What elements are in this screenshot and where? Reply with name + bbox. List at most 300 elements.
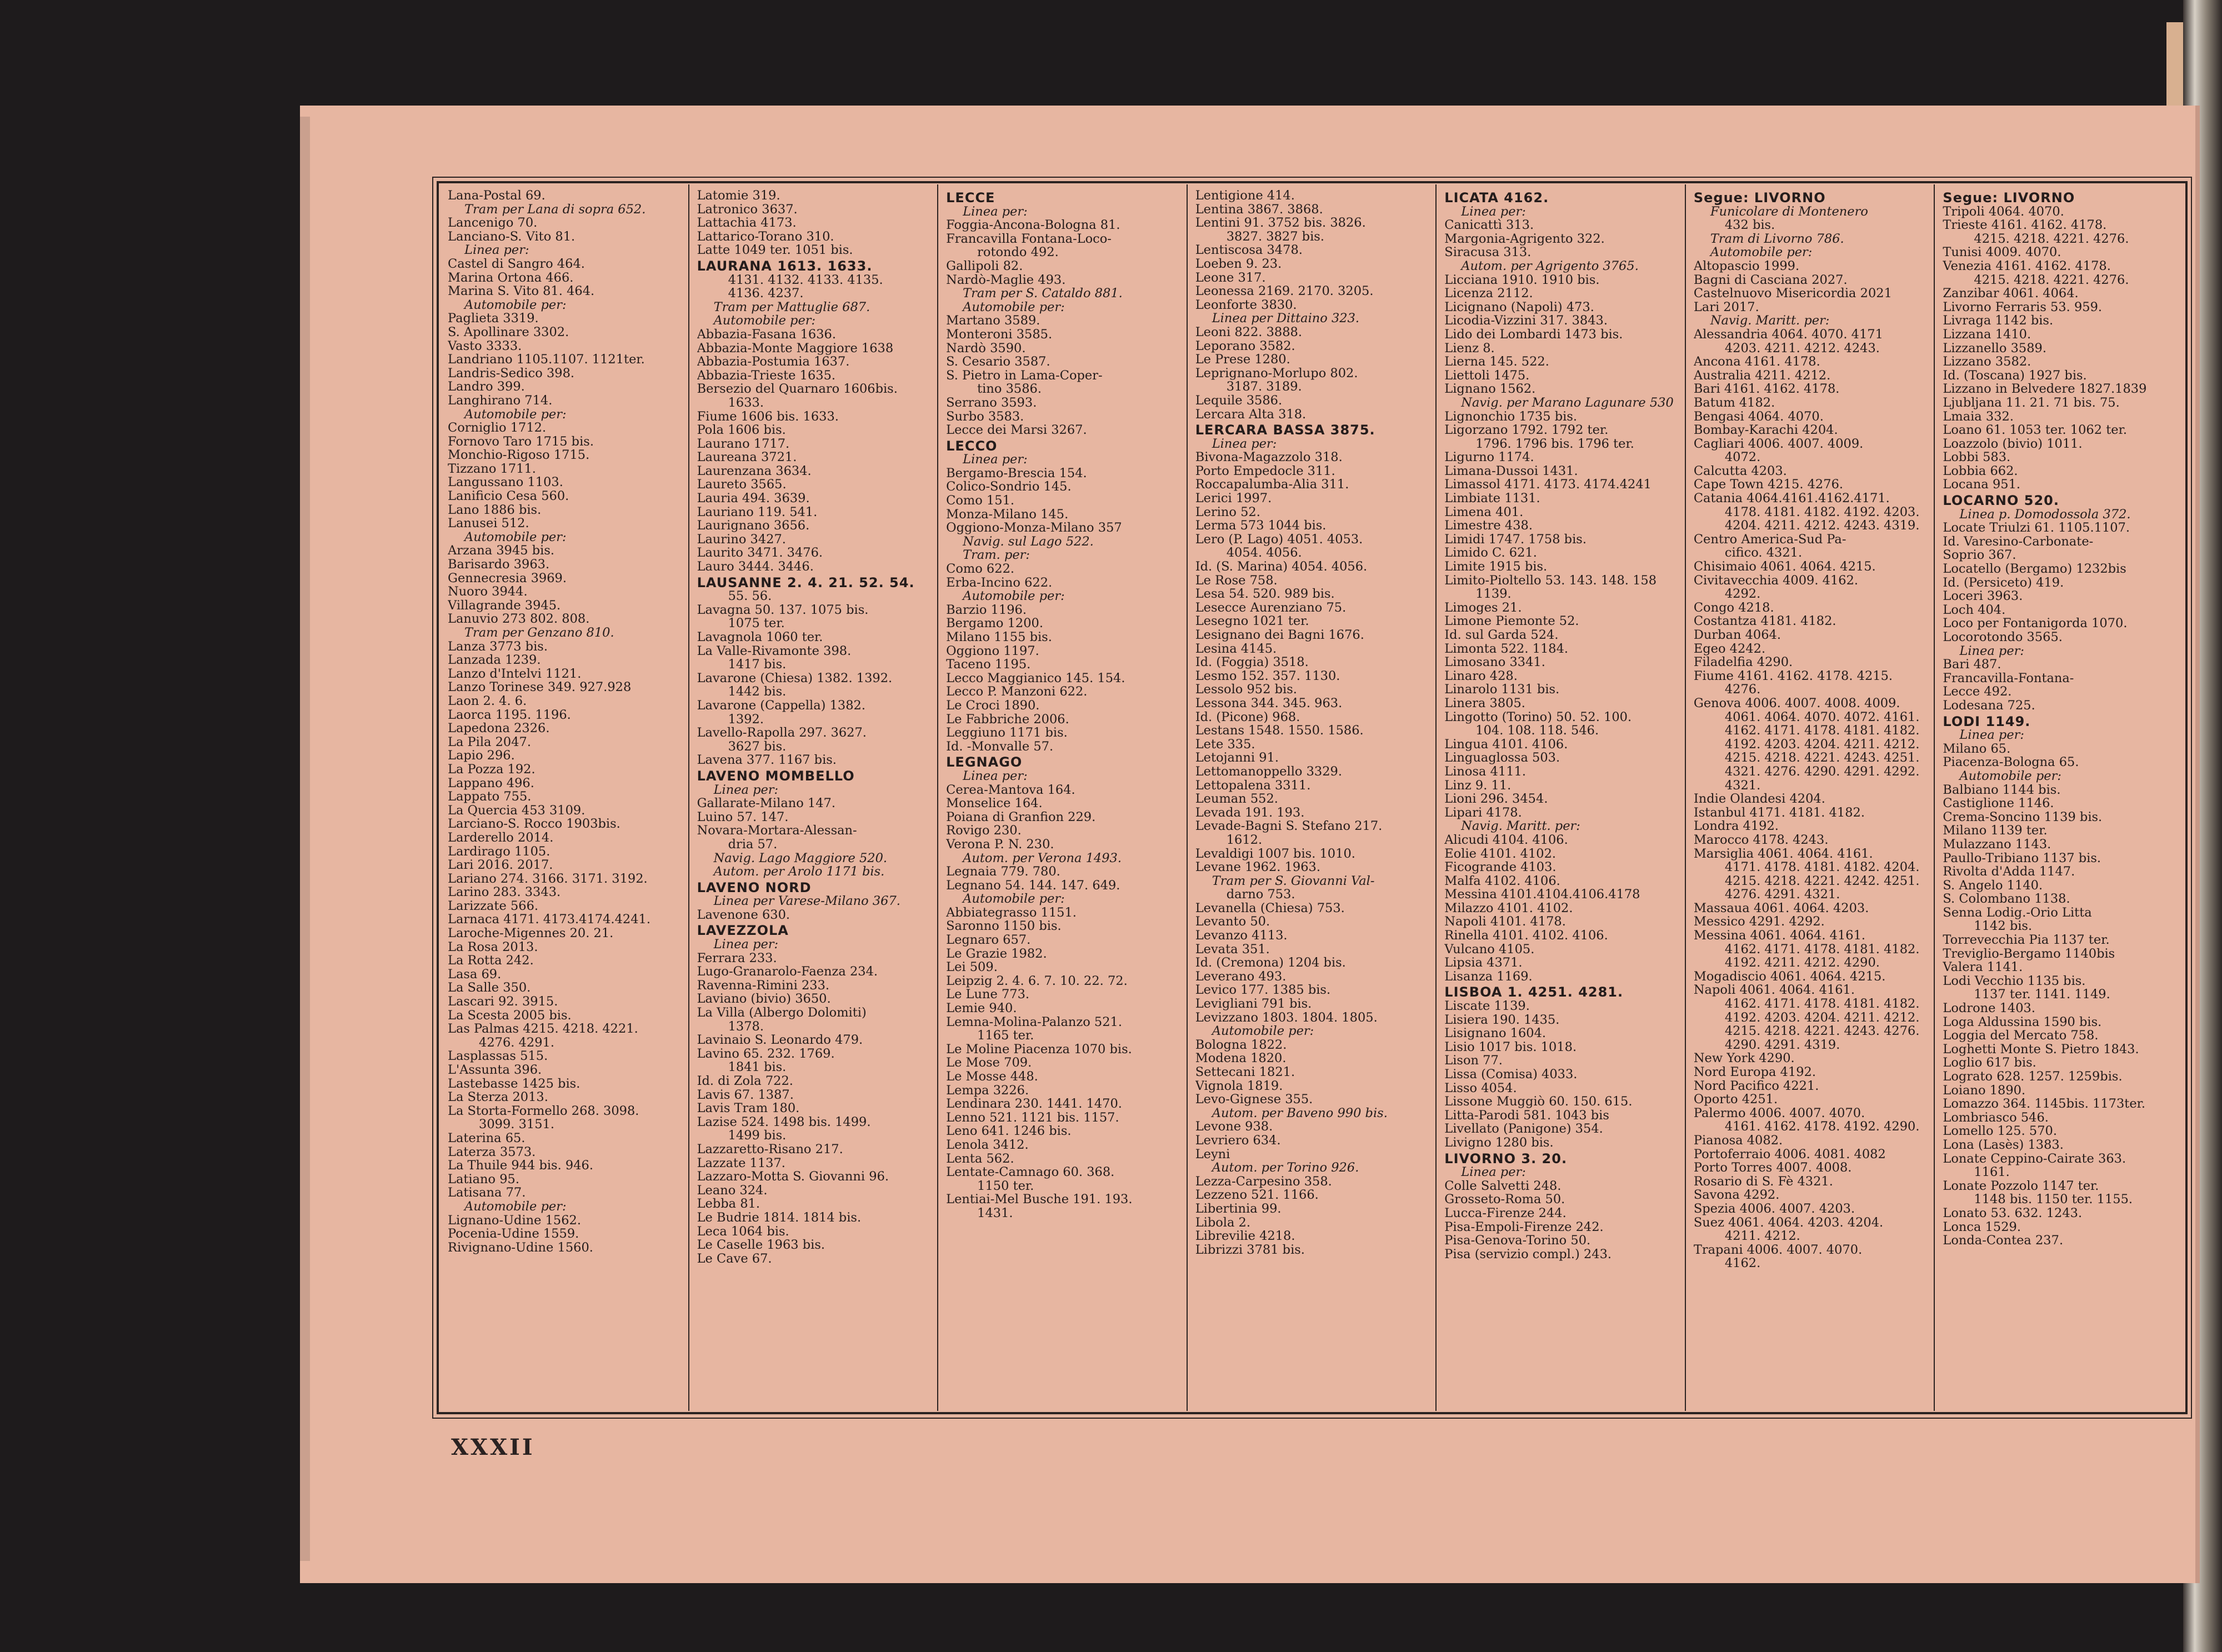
index-entry: Lucca-Firenze 244. [1444, 1206, 1567, 1220]
index-entry: Laroche-Migennes 20. 21. [448, 927, 614, 940]
index-entry: Messina 4061. 4064. 4161. [1693, 929, 1866, 943]
index-entry: Alicudi 4104. 4106. [1444, 833, 1568, 847]
index-entry: Linea per: [963, 769, 1028, 783]
index-entry: Lavagna 50. 137. 1075 bis. [697, 603, 869, 617]
index-entry: Milazzo 4101. 4102. [1444, 901, 1573, 915]
index-entry: Limite 1915 bis. [1444, 560, 1548, 574]
index-entry: Linguaglossa 503. [1444, 751, 1560, 765]
index-entry: dria 57. [728, 837, 778, 852]
index-entry: Lugo-Granarolo-Faenza 234. [697, 965, 878, 979]
index-entry: Limena 401. [1444, 505, 1524, 519]
index-entry: Landris-Sedico 398. [448, 366, 575, 381]
index-entry: Loiano 1890. [1943, 1083, 2026, 1098]
index-entry: 4290. 4291. 4319. [1724, 1038, 1840, 1052]
index-entry: Automobile per: [713, 314, 816, 328]
index-entry: Lizzano in Belvedere 1827.1839 [1943, 382, 2147, 396]
index-entry: Lavagnola 1060 ter. [697, 630, 823, 644]
index-entry: Marina Ortona 466. [448, 271, 574, 285]
index-entry: 1417 bis. [728, 658, 787, 672]
index-entry: Levata 351. [1195, 942, 1270, 957]
index-entry: Lauriano 119. 541. [697, 505, 818, 519]
index-entry: LECCE [946, 191, 995, 205]
index-entry: Taceno 1195. [946, 658, 1031, 672]
index-entry: Levaldigi 1007 bis. 1010. [1195, 847, 1355, 861]
index-entry: Tram per Genzano 810. [464, 626, 614, 640]
index-entry: Livraga 1142 bis. [1943, 314, 2054, 328]
index-entry: Bergamo-Brescia 154. [946, 466, 1087, 480]
index-entry: tino 3586. [977, 382, 1042, 396]
index-entry: Linea per Varese-Milano 367. [713, 894, 900, 908]
index-entry: Marocco 4178. 4243. [1693, 833, 1829, 847]
index-entry: Navig. Lago Maggiore 520. [713, 851, 888, 865]
index-entry: Lissone Muggiò 60. 150. 615. [1444, 1095, 1633, 1109]
index-entry: Tram per S. Cataldo 881. [963, 287, 1123, 301]
index-entry: Lezza-Carpesino 358. [1195, 1174, 1332, 1189]
page-fold [300, 117, 310, 1561]
index-entry: Lazise 524. 1498 bis. 1499. [697, 1115, 871, 1129]
index-entry: Marsiglia 4061. 4064. 4161. [1693, 847, 1873, 861]
index-entry: Lentini 91. 3752 bis. 3826. [1195, 216, 1366, 230]
index-entry: Bari 487. [1943, 658, 2001, 672]
index-entry: Senna Lodig.-Orio Litta [1943, 905, 2092, 920]
index-entry: Linea per: [963, 453, 1028, 467]
index-entry: Cape Town 4215. 4276. [1693, 478, 1844, 492]
index-entry: Lappato 755. [448, 790, 532, 804]
index-entry: Lestans 1548. 1550. 1586. [1195, 724, 1364, 738]
index-entry: Lisignano 1604. [1444, 1027, 1547, 1040]
index-entry: 4211. 4212. [1724, 1229, 1800, 1243]
index-entry: Levanzo 4113. [1195, 929, 1288, 943]
index-entry: Levizzano 1803. 1804. 1805. [1195, 1010, 1378, 1025]
index-entry: Lapio 296. [448, 749, 515, 763]
index-entry: Soprio 367. [1943, 548, 2016, 563]
index-column-6 [1686, 184, 1935, 1411]
index-entry: La Villa (Albergo Dolomiti) [697, 1006, 867, 1020]
index-entry: Ljubljana 11. 21. 71 bis. 75. [1943, 396, 2120, 410]
index-entry: Lastebasse 1425 bis. [448, 1077, 580, 1091]
index-entry: Lipari 4178. [1444, 805, 1522, 820]
index-entry: 1796. 1796 bis. 1796 ter. [1475, 437, 1634, 451]
index-entry: Arzana 3945 bis. [448, 544, 555, 558]
index-entry: Latomie 319. [697, 189, 780, 203]
index-entry: Nord Pacifico 4221. [1693, 1079, 1819, 1093]
index-entry: Limidi 1747. 1758 bis. [1444, 532, 1587, 547]
index-entry: 4215. 4218. 4221. 4243. 4276. [1724, 1024, 1920, 1038]
index-entry: Nuoro 3944. [448, 585, 528, 599]
index-entry: Lioni 296. 3454. [1444, 792, 1548, 806]
index-entry: Lisio 1017 bis. 1018. [1444, 1040, 1577, 1054]
index-entry: Genova 4006. 4007. 4008. 4009. [1693, 696, 1900, 710]
index-entry: Navig. per Marano Lagunare 530 [1461, 396, 1674, 410]
index-entry: Tram per Lana di sopra 652. [464, 202, 646, 217]
index-entry: Bivona-Magazzolo 318. [1195, 450, 1343, 464]
index-entry: Lodesana 725. [1943, 698, 2035, 713]
index-entry: Litta-Parodi 581. 1043 bis [1444, 1108, 1609, 1123]
index-entry: Lona (Lasès) 1383. [1943, 1138, 2064, 1152]
index-entry: Balbiano 1144 bis. [1943, 783, 2061, 797]
index-entry: Automobile per: [464, 298, 567, 312]
index-entry: LECCO [946, 439, 998, 453]
index-entry: 3627 bis. [728, 739, 787, 754]
index-entry: Durban 4064. [1693, 628, 1781, 642]
index-entry: Lazzaro-Motta S. Giovanni 96. [697, 1170, 889, 1184]
index-entry: Canicattì 313. [1444, 218, 1534, 232]
index-entry: Legnaia 779. 780. [946, 865, 1060, 879]
index-entry: Linea per: [963, 204, 1028, 219]
index-entry: 3099. 3151. [479, 1118, 554, 1132]
index-entry: 4162. 4171. 4178. 4181. 4182. [1724, 997, 1920, 1011]
index-entry: Lavello-Rapolla 297. 3627. [697, 726, 867, 740]
index-entry: Malfa 4102. 4106. [1444, 874, 1560, 888]
index-entry: Lapedona 2326. [448, 722, 550, 735]
index-entry: Larderello 2014. [448, 830, 554, 845]
index-entry: Livellato (Panigone) 354. [1444, 1122, 1603, 1136]
index-entry: 4204. 4211. 4212. 4243. 4319. [1724, 519, 1920, 533]
index-entry: Legnaro 657. [946, 933, 1031, 947]
index-entry: Lecco Maggianico 145. 154. [946, 671, 1125, 685]
index-entry: Loga Aldussina 1590 bis. [1943, 1015, 2102, 1029]
index-entry: 4178. 4181. 4182. 4192. 4203. [1724, 505, 1920, 519]
index-entry: Lignonchio 1735 bis. [1444, 409, 1578, 424]
index-entry: Id. (Toscana) 1927 bis. [1943, 368, 2087, 383]
index-entry: Lercara Alta 318. [1195, 407, 1307, 422]
index-entry: Rinella 4101. 4102. 4106. [1444, 929, 1608, 943]
index-columns [440, 184, 2184, 1411]
index-entry: Serrano 3593. [946, 396, 1037, 410]
index-entry: Lazzaretto-Risano 217. [697, 1142, 843, 1157]
index-entry: Larciano-S. Rocco 1903bis. [448, 817, 620, 831]
index-entry: 4061. 4064. 4070. 4072. 4161. [1724, 710, 1920, 724]
index-entry: Como 622. [946, 562, 1015, 576]
index-entry: Lingotto (Torino) 50. 52. 100. [1444, 710, 1632, 724]
index-entry: S. Cesario 3587. [946, 355, 1050, 369]
index-entry: Lasplassas 515. [448, 1049, 548, 1063]
index-entry: Le Caselle 1963 bis. [697, 1238, 825, 1252]
index-entry: Autom. per Baveno 990 bis. [1212, 1106, 1388, 1120]
index-entry: LERCARA BASSA 3875. [1195, 423, 1375, 437]
index-entry: Mogadiscio 4061. 4064. 4215. [1693, 969, 1886, 984]
index-entry: Lisiera 190. 1435. [1444, 1013, 1560, 1027]
index-entry: La Salle 350. [448, 981, 531, 995]
index-entry: Lecce dei Marsi 3267. [946, 423, 1087, 437]
index-entry: Pisa-Empoli-Firenze 242. [1444, 1220, 1604, 1234]
index-entry: Laurito 3471. 3476. [697, 546, 823, 560]
index-entry: 4276. 4291. [479, 1035, 554, 1050]
index-entry: Bari 4161. 4162. 4178. [1693, 382, 1840, 396]
index-entry: Monteroni 3585. [946, 327, 1053, 342]
index-entry: Chisimaio 4061. 4064. 4215. [1693, 560, 1876, 574]
index-entry: Laorca 1195. 1196. [448, 708, 571, 722]
index-entry: Lavena 377. 1167 bis. [697, 753, 837, 767]
index-entry: Lerino 52. [1195, 505, 1260, 519]
index-entry: Legnano 54. 144. 147. 649. [946, 878, 1120, 893]
index-entry: Lentate-Camnago 60. 368. [946, 1165, 1115, 1179]
index-entry: 4321. [1724, 778, 1761, 793]
index-entry: Automobile per: [464, 407, 567, 422]
index-entry: LAVENO MOMBELLO [697, 769, 855, 783]
index-entry: Abbazia-Fasana 1636. [697, 327, 837, 342]
index-entry: Fiume 1606 bis. 1633. [697, 409, 839, 424]
index-entry: Laureto 3565. [697, 478, 787, 492]
index-entry: Costantza 4181. 4182. [1693, 614, 1836, 628]
index-entry: Automobile per: [963, 892, 1065, 906]
index-entry: Lequile 3586. [1195, 393, 1283, 408]
index-entry: Francavilla-Fontana- [1943, 671, 2074, 685]
index-entry: 4192. 4203. 4204. 4211. 4212. [1724, 1010, 1920, 1025]
index-entry: LAUSANNE 2. 4. 21. 52. 54. [697, 575, 915, 590]
index-entry: 1431. [977, 1206, 1013, 1220]
index-entry: Messico 4291. 4292. [1693, 915, 1825, 929]
index-entry: La Rotta 242. [448, 954, 534, 968]
index-entry: 4054. 4056. [1226, 546, 1302, 560]
index-entry: 55. 56. [728, 589, 772, 603]
index-entry: Siracusa 313. [1444, 246, 1532, 259]
index-entry: Langussano 1103. [448, 475, 563, 490]
index-entry: Pocenia-Udine 1559. [448, 1227, 579, 1241]
index-column-5 [1437, 184, 1686, 1411]
index-entry: 4192. 4211. 4212. 4290. [1724, 956, 1880, 970]
index-entry: LAVENO NORD [697, 880, 812, 895]
index-entry: Gennecresia 3969. [448, 571, 567, 585]
index-entry: Le Fabbriche 2006. [946, 712, 1069, 727]
index-entry: Le Lune 773. [946, 988, 1030, 1002]
index-entry: Lanciano-S. Vito 81. [448, 229, 575, 244]
index-entry: Tripoli 4064. 4070. [1943, 204, 2064, 219]
index-entry: 4171. 4178. 4181. 4182. 4204. [1724, 860, 1920, 874]
index-entry: Lonate Pozzolo 1147 ter. [1943, 1179, 2099, 1193]
index-entry: Lienz 8. [1444, 341, 1495, 356]
index-entry: 1612. [1226, 833, 1263, 847]
index-column-2 [689, 184, 939, 1411]
index-entry: Livorno Ferraris 53. 959. [1943, 300, 2103, 314]
index-entry: Lavinaio S. Leonardo 479. [697, 1033, 863, 1047]
index-entry: Ravenna-Rimini 233. [697, 978, 830, 993]
index-entry: Landriano 1105.1107. 1121ter. [448, 353, 645, 367]
index-entry: Barzio 1196. [946, 603, 1027, 617]
index-entry: Linz 9. 11. [1444, 778, 1512, 793]
index-entry: Lomazzo 364. 1145bis. 1173ter. [1943, 1097, 2146, 1111]
index-entry: Erba-Incino 622. [946, 575, 1053, 590]
index-entry: Nord Europa 4192. [1693, 1065, 1816, 1079]
index-entry: Linera 3805. [1444, 696, 1525, 710]
index-entry: Id. (Cremona) 1204 bis. [1195, 956, 1346, 970]
index-entry: New York 4290. [1693, 1052, 1795, 1065]
index-entry: Lenno 521. 1121 bis. 1157. [946, 1110, 1119, 1125]
index-entry: Leoni 822. 3888. [1195, 325, 1303, 339]
index-entry: Massaua 4061. 4064. 4203. [1693, 901, 1869, 915]
index-entry: LICATA 4162. [1444, 191, 1549, 205]
index-entry: Livigno 1280 bis. [1444, 1135, 1554, 1150]
index-entry: Locate Triulzi 61. 1105.1107. [1943, 521, 2130, 535]
index-entry: Le Grazie 1982. [946, 947, 1047, 961]
index-entry: Leone 317. [1195, 271, 1266, 285]
index-entry: Lobbia 662. [1943, 464, 2018, 478]
index-entry: Palermo 4006. 4007. 4070. [1693, 1106, 1865, 1120]
index-entry: Automobile per: [1212, 1024, 1314, 1038]
index-entry: Lipsia 4371. [1444, 956, 1523, 970]
index-entry: Lano 1886 bis. [448, 503, 542, 517]
index-entry: Piacenza-Bologna 65. [1943, 755, 2079, 769]
index-entry: Leuman 552. [1195, 792, 1278, 806]
index-entry: Suez 4061. 4064. 4203. 4204. [1693, 1215, 1884, 1230]
index-entry: Lenola 3412. [946, 1138, 1029, 1152]
index-entry: Valera 1141. [1943, 960, 2023, 974]
index-entry: Lattarico-Torano 310. [697, 229, 834, 244]
index-entry: Automobile per: [464, 1199, 567, 1214]
index-entry: Abbazia-Monte Maggiore 1638 [697, 341, 894, 356]
index-entry: Lazzate 1137. [697, 1156, 785, 1170]
index-entry: 4161. 4162. 4178. 4192. 4290. [1724, 1120, 1920, 1134]
index-entry: Lemna-Molina-Palanzo 521. [946, 1015, 1123, 1029]
index-entry: Monza-Milano 145. [946, 507, 1069, 522]
index-entry: Portoferraio 4006. 4081. 4082 [1693, 1147, 1886, 1162]
index-entry: Automobile per: [963, 589, 1065, 603]
index-entry: Lobbi 583. [1943, 450, 2011, 464]
index-entry: Lentina 3867. 3868. [1195, 202, 1323, 217]
index-entry: Leonessa 2169. 2170. 3205. [1195, 284, 1374, 298]
index-entry: Lappano 496. [448, 776, 534, 790]
index-entry: Lanuvio 273 802. 808. [448, 612, 590, 626]
index-column-1 [440, 184, 689, 1411]
index-entry: Laterina 65. [448, 1131, 526, 1145]
index-entry: Batum 4182. [1693, 396, 1775, 410]
index-entry: Leprignano-Morlupo 802. [1195, 366, 1358, 381]
index-entry: Fornovo Taro 1715 bis. [448, 434, 594, 449]
index-entry: Lanusei 512. [448, 517, 529, 530]
index-entry: Linosa 4111. [1444, 764, 1526, 779]
index-entry: Tizzano 1711. [448, 462, 536, 476]
index-entry: Lettomanoppello 3329. [1195, 764, 1343, 779]
index-entry: 4215. 4218. 4221. 4243. 4251. [1724, 751, 1920, 765]
index-entry: 1075 ter. [728, 617, 785, 630]
index-entry: Linea per: [1959, 728, 2024, 742]
index-entry: Limassol 4171. 4173. 4174.4241 [1444, 478, 1652, 492]
index-entry: Paullo-Tribiano 1137 bis. [1943, 851, 2101, 865]
index-entry: Savona 4292. [1693, 1188, 1780, 1202]
index-entry: Crema-Soncino 1139 bis. [1943, 810, 2103, 824]
index-entry: Le Mose 709. [946, 1056, 1032, 1070]
index-entry: Id. (Foggia) 3518. [1195, 655, 1309, 669]
index-entry: Lanzada 1239. [448, 653, 541, 667]
index-entry: Lecce 492. [1943, 685, 2012, 699]
index-entry: Lavis Tram 180. [697, 1102, 800, 1115]
index-entry: Oggiono 1197. [946, 644, 1039, 658]
index-entry: Levane 1962. 1963. [1195, 860, 1321, 874]
index-entry: Bombay-Karachi 4204. [1693, 423, 1838, 437]
index-entry: Barisardo 3963. [448, 558, 550, 572]
index-entry: Lonate Ceppino-Cairate 363. [1943, 1152, 2126, 1166]
index-entry: Leggiuno 1171 bis. [946, 726, 1068, 740]
index-entry: Lonca 1529. [1943, 1220, 2021, 1234]
index-entry: Le Budrie 1814. 1814 bis. [697, 1210, 862, 1225]
index-entry: Leipzig 2. 4. 6. 7. 10. 22. 72. [946, 974, 1128, 988]
index-entry: Monselice 164. [946, 797, 1043, 810]
index-entry: Lecco P. Manzoni 622. [946, 685, 1088, 699]
index-entry: Laurino 3427. [697, 532, 786, 547]
index-entry: Linea per: [713, 783, 779, 797]
index-entry: Lentiscosa 3478. [1195, 243, 1303, 257]
index-entry: 1161. [1974, 1165, 2010, 1179]
index-entry: 4276. [1724, 683, 1761, 697]
index-entry: Limbiate 1131. [1444, 492, 1540, 505]
index-entry: Abbazia-Trieste 1635. [697, 368, 836, 383]
index-entry: Larizzate 566. [448, 899, 539, 913]
index-entry: Lardirago 1105. [448, 844, 551, 859]
index-entry: LEGNAGO [946, 755, 1023, 769]
index-entry: L'Assunta 396. [448, 1063, 542, 1077]
index-entry: Lenta 562. [946, 1152, 1014, 1166]
index-entry: 4192. 4203. 4204. 4211. 4212. [1724, 737, 1920, 752]
index-entry: Liettoli 1475. [1444, 368, 1530, 383]
index-entry: Lesina 4145. [1195, 642, 1277, 656]
index-entry: Larnaca 4171. 4173.4174.4241. [448, 913, 650, 927]
index-entry: Lariano 274. 3166. 3171. 3192. [448, 872, 648, 886]
index-entry: Lentiai-Mel Busche 191. 193. [946, 1193, 1133, 1207]
index-entry: Lendinara 230. 1441. 1470. [946, 1097, 1122, 1111]
index-entry: S. Pietro in Lama-Coper- [946, 368, 1103, 383]
index-entry: Limito-Pioltello 53. 143. 148. 158 [1444, 573, 1657, 588]
index-entry: Lodrone 1403. [1943, 1002, 2035, 1015]
index-entry: Como 151. [946, 494, 1015, 508]
index-entry: Ficogrande 4103. [1444, 860, 1557, 874]
index-entry: Las Palmas 4215. 4218. 4221. [448, 1022, 638, 1036]
index-entry: Loch 404. [1943, 603, 2006, 617]
index-entry: Tram per S. Giovanni Val- [1212, 874, 1375, 888]
index-entry: Saronno 1150 bis. [946, 919, 1062, 934]
index-entry: Catania 4064.4161.4162.4171. [1693, 492, 1890, 505]
index-entry: Loano 61. 1053 ter. 1062 ter. [1943, 423, 2128, 437]
index-entry: Id. di Zola 722. [697, 1074, 793, 1088]
index-entry: Locana 951. [1943, 478, 2021, 492]
index-entry: Lesa 54. 520. 989 bis. [1195, 587, 1335, 601]
index-entry: Automobile per: [963, 300, 1065, 314]
index-entry: 4292. [1724, 587, 1761, 601]
index-entry: Linea per: [1212, 437, 1277, 451]
index-entry: Castelnuovo Misericordia 2021 [1693, 287, 1892, 301]
index-entry: Lentigione 414. [1195, 189, 1295, 203]
index-entry: Lavarone (Chiesa) 1382. 1392. [697, 671, 893, 685]
index-entry: Laviano (bivio) 3650. [697, 992, 831, 1007]
index-entry: 4131. 4132. 4133. 4135. [728, 273, 883, 287]
index-entry: Linea per: [1461, 1165, 1526, 1179]
index-entry: Lograto 628. 1257. 1259bis. [1943, 1070, 2123, 1084]
index-entry: Lizzano 3582. [1943, 355, 2031, 369]
index-entry: Pisa-Genova-Torino 50. [1444, 1234, 1591, 1248]
index-entry: Rivignano-Udine 1560. [448, 1240, 593, 1255]
index-entry: Lesegno 1021 ter. [1195, 614, 1309, 628]
index-entry: 4215. 4218. 4221. 4276. [1974, 273, 2129, 287]
index-entry: 4162. 4171. 4178. 4181. 4182. [1724, 942, 1920, 957]
index-entry: Limana-Dussoi 1431. [1444, 464, 1578, 478]
index-entry: Lissa (Comisa) 4033. [1444, 1068, 1578, 1082]
index-entry: Landro 399. [448, 380, 525, 394]
index-entry: Lizzana 1410. [1943, 327, 2031, 342]
index-entry: Colle Salvetti 248. [1444, 1179, 1562, 1193]
index-entry: Settecani 1821. [1195, 1065, 1295, 1079]
index-entry: Lizzanello 3589. [1943, 341, 2046, 356]
index-entry: Leyni [1195, 1147, 1230, 1162]
index-entry: Pianosa 4082. [1693, 1133, 1783, 1148]
index-entry: Automobile per: [1959, 769, 2061, 783]
index-entry: LOCARNO 520. [1943, 494, 2059, 508]
index-entry: Navig. sul Lago 522. [963, 534, 1094, 549]
index-entry: Trieste 4161. 4162. 4178. [1943, 218, 2107, 232]
index-entry: Automobile per: [1710, 246, 1813, 259]
index-entry: Surbo 3583. [946, 409, 1024, 424]
index-entry: Paglieta 3319. [448, 312, 539, 326]
index-entry: La Rosa 2013. [448, 940, 538, 954]
index-entry: Le Prese 1280. [1195, 353, 1290, 367]
